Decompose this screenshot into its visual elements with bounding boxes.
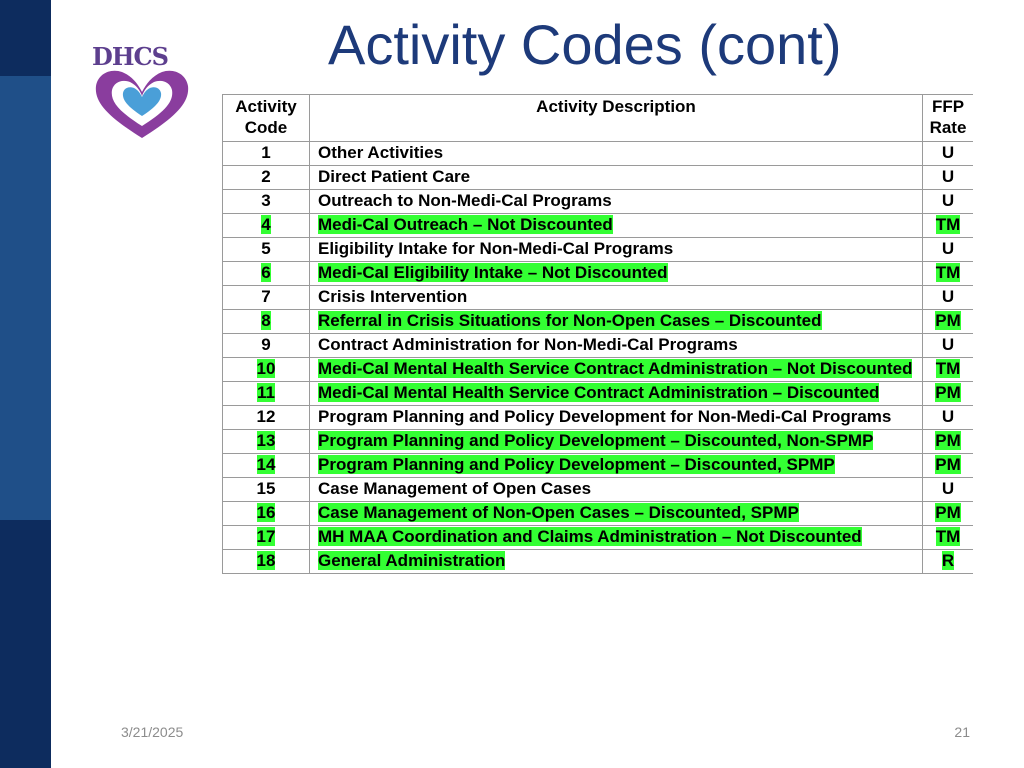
table-row	[223, 502, 974, 526]
ffp-rate-cell-text: U	[941, 191, 955, 210]
activity-description-cell	[310, 550, 923, 574]
activity-description-cell-text: Case Management of Non-Open Cases – Discounted, SPMP	[318, 503, 799, 522]
activity-code-cell	[223, 406, 310, 430]
activity-code-cell-text: 4	[261, 215, 271, 234]
ffp-rate-cell-text: U	[941, 287, 955, 306]
ffp-rate-cell	[923, 166, 974, 190]
table-row	[223, 286, 974, 310]
activity-description-cell	[310, 382, 923, 406]
table-row	[223, 142, 974, 166]
activity-description-cell	[310, 430, 923, 454]
ffp-rate-cell	[923, 430, 974, 454]
ffp-rate-cell-text: R	[941, 551, 955, 570]
activity-codes-table	[222, 94, 973, 574]
ffp-rate-cell	[923, 238, 974, 262]
activity-description-cell-text: Outreach to Non-Medi-Cal Programs	[318, 191, 612, 210]
table-row	[223, 310, 974, 334]
table-row	[223, 406, 974, 430]
activity-description-cell-text: Program Planning and Policy Development for Non-Medi-Cal Programs	[318, 407, 892, 426]
ffp-rate-cell-text: TM	[935, 527, 961, 546]
ffp-rate-cell-text: U	[941, 335, 955, 354]
activity-code-cell	[223, 502, 310, 526]
activity-code-cell	[223, 430, 310, 454]
activity-description-cell	[310, 406, 923, 430]
slide-number: 21	[954, 724, 970, 740]
ffp-rate-cell-text: U	[941, 407, 955, 426]
ffp-rate-cell	[923, 406, 974, 430]
header-ffp-rate: FFP Rate	[923, 95, 974, 142]
activity-code-cell-text: 5	[261, 239, 271, 258]
activity-description-cell-text: Referral in Crisis Situations for Non-Open Cases – Discounted	[318, 311, 822, 330]
table-row	[223, 526, 974, 550]
activity-description-cell-text: Medi-Cal Eligibility Intake – Not Discounted	[318, 263, 668, 282]
activity-code-cell	[223, 478, 310, 502]
ffp-rate-cell	[923, 310, 974, 334]
table-row	[223, 238, 974, 262]
activity-code-cell-text: 10	[256, 359, 276, 378]
activity-code-cell	[223, 142, 310, 166]
activity-description-cell-text: Contract Administration for Non-Medi-Cal Programs	[318, 335, 738, 354]
activity-code-cell-text: 9	[261, 335, 271, 354]
activity-code-cell-text: 7	[261, 287, 271, 306]
ffp-rate-cell	[923, 286, 974, 310]
left-decorative-bar	[0, 0, 51, 768]
activity-description-cell	[310, 286, 923, 310]
ffp-rate-cell-text: PM	[935, 503, 961, 522]
ffp-rate-cell-text: PM	[935, 431, 961, 450]
ffp-rate-cell-text: U	[941, 143, 955, 162]
activity-description-cell	[310, 478, 923, 502]
ffp-rate-cell	[923, 382, 974, 406]
table-row	[223, 478, 974, 502]
table-header-row	[223, 95, 974, 142]
ffp-rate-cell	[923, 262, 974, 286]
activity-description-cell	[310, 454, 923, 478]
activity-code-cell-text: 3	[261, 191, 271, 210]
activity-code-cell-text: 11	[257, 383, 275, 402]
activity-code-cell	[223, 310, 310, 334]
table-row	[223, 430, 974, 454]
activity-description-cell-text: General Administration	[318, 551, 506, 570]
activity-code-cell-text: 17	[256, 527, 276, 546]
activity-description-cell	[310, 142, 923, 166]
activity-description-cell-text: Medi-Cal Outreach – Not Discounted	[318, 215, 613, 234]
activity-code-cell-text: 18	[256, 551, 276, 570]
sidebar-middle-band	[0, 76, 51, 520]
activity-code-cell	[223, 262, 310, 286]
ffp-rate-cell	[923, 142, 974, 166]
activity-description-cell-text: Program Planning and Policy Development – Discounted, Non-SPMP	[318, 431, 874, 450]
ffp-rate-cell	[923, 358, 974, 382]
ffp-rate-cell-text: PM	[935, 311, 961, 330]
table-row	[223, 358, 974, 382]
activity-description-cell-text: Case Management of Open Cases	[318, 479, 592, 498]
page-title: Activity Codes (cont)	[328, 13, 842, 76]
ffp-rate-cell	[923, 334, 974, 358]
sidebar-top-band	[0, 0, 51, 76]
table-row	[223, 214, 974, 238]
activity-description-cell	[310, 262, 923, 286]
ffp-rate-cell-text: U	[941, 239, 955, 258]
table-row	[223, 382, 974, 406]
activity-code-cell	[223, 286, 310, 310]
header-activity-code: Activity Code	[223, 95, 310, 142]
activity-code-cell-text: 2	[261, 167, 271, 186]
ffp-rate-cell	[923, 478, 974, 502]
activity-code-cell	[223, 526, 310, 550]
activity-description-cell-text: Other Activities	[318, 143, 444, 162]
activity-code-cell-text: 8	[261, 311, 271, 330]
ffp-rate-cell	[923, 214, 974, 238]
activity-description-cell-text: Medi-Cal Mental Health Service Contract Administration – Discounted	[318, 383, 880, 402]
ffp-rate-cell	[923, 550, 974, 574]
header-activity-description: Activity Description	[310, 95, 923, 142]
ffp-rate-cell-text: U	[941, 479, 955, 498]
activity-code-cell	[223, 214, 310, 238]
ffp-rate-cell-text: TM	[935, 359, 961, 378]
activity-description-cell	[310, 334, 923, 358]
activity-description-cell	[310, 238, 923, 262]
activity-code-cell-text: 13	[256, 431, 276, 450]
dhcs-logo	[92, 42, 192, 142]
activity-description-cell-text: Eligibility Intake for Non-Medi-Cal Programs	[318, 239, 674, 258]
activity-description-cell	[310, 502, 923, 526]
activity-code-cell	[223, 166, 310, 190]
activity-code-cell-text: 12	[256, 407, 276, 426]
activity-code-cell	[223, 238, 310, 262]
table-row	[223, 190, 974, 214]
footer-date: 3/21/2025	[121, 724, 184, 740]
activity-description-cell	[310, 214, 923, 238]
ffp-rate-cell-text: PM	[935, 455, 961, 474]
heart-hands-icon	[92, 68, 192, 140]
activity-code-cell	[223, 382, 310, 406]
table-row	[223, 454, 974, 478]
ffp-rate-cell-text: TM	[935, 215, 961, 234]
activity-description-cell-text: Medi-Cal Mental Health Service Contract Administration – Not Discounted	[318, 359, 913, 378]
activity-description-cell	[310, 310, 923, 334]
activity-description-cell	[310, 190, 923, 214]
activity-code-cell-text: 6	[261, 263, 271, 282]
activity-description-cell-text: Direct Patient Care	[318, 167, 471, 186]
activity-description-cell	[310, 166, 923, 190]
activity-code-cell	[223, 334, 310, 358]
activity-description-cell-text: Program Planning and Policy Development – Discounted, SPMP	[318, 455, 835, 474]
activity-code-cell	[223, 454, 310, 478]
ffp-rate-cell-text: PM	[935, 383, 961, 402]
activity-description-cell-text: MH MAA Coordination and Claims Administration – Not Discounted	[318, 527, 862, 546]
ffp-rate-cell	[923, 190, 974, 214]
ffp-rate-cell	[923, 502, 974, 526]
activity-code-cell-text: 16	[256, 503, 276, 522]
logo-text: DHCS	[92, 42, 168, 71]
activity-description-cell	[310, 526, 923, 550]
activity-code-cell	[223, 358, 310, 382]
ffp-rate-cell	[923, 526, 974, 550]
table-row	[223, 166, 974, 190]
activity-description-cell	[310, 358, 923, 382]
activity-code-cell-text: 15	[256, 479, 276, 498]
table-row	[223, 550, 974, 574]
activity-code-cell-text: 1	[261, 143, 271, 162]
table-row	[223, 262, 974, 286]
activity-code-cell	[223, 190, 310, 214]
ffp-rate-cell-text: U	[941, 167, 955, 186]
activity-code-cell-text: 14	[256, 455, 276, 474]
ffp-rate-cell-text: TM	[935, 263, 961, 282]
ffp-rate-cell	[923, 454, 974, 478]
table-row	[223, 334, 974, 358]
activity-description-cell-text: Crisis Intervention	[318, 287, 468, 306]
activity-code-cell	[223, 550, 310, 574]
sidebar-bottom-band	[0, 520, 51, 768]
